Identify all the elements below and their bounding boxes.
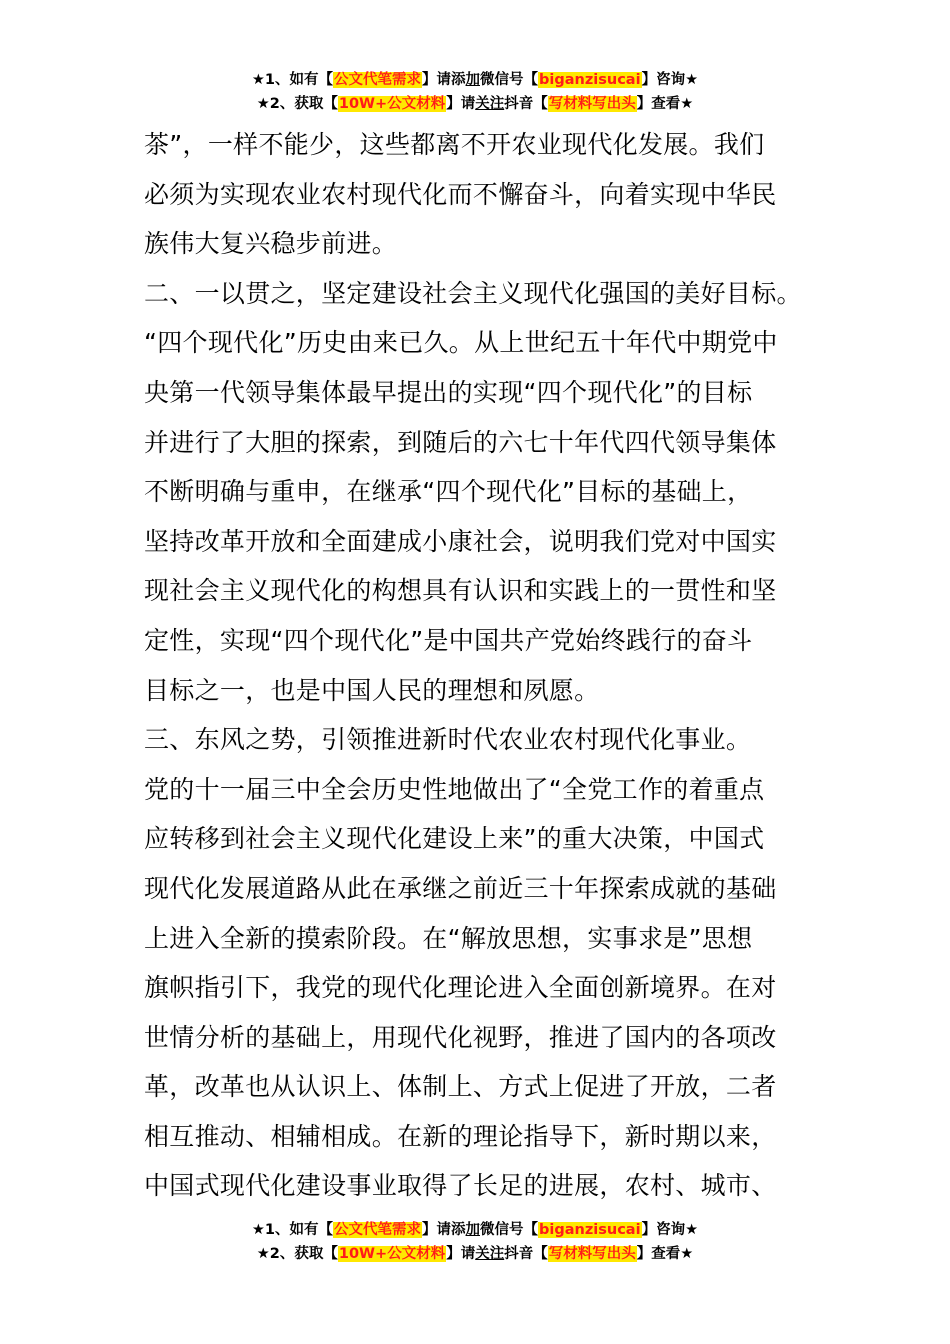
- text-line: 中国式现代化建设事业取得了长足的进展，农村、城市、: [144, 1171, 777, 1201]
- footer-banner: [0, 1218, 950, 1266]
- text-line: 茶”，一样不能少，这些都离不开农业现代化发展。我们: [144, 130, 765, 159]
- text-line: 并进行了大胆的探索，到随后的六七十年代四代领导集体: [144, 427, 777, 457]
- banner-line-2: [0, 1242, 950, 1266]
- banner-line-1: [0, 1218, 950, 1242]
- banner-underlined-text: 关注: [475, 96, 505, 112]
- banner-highlight: 10W+公文材料: [338, 1246, 446, 1262]
- banner-underlined-text: 加: [465, 72, 481, 88]
- text-line: 相互推动、相辅相成。在新的理论指导下，新时期以来，: [144, 1121, 777, 1151]
- banner-text: 】请添: [422, 72, 466, 88]
- text-line: 必须为实现农业农村现代化而不懈奋斗，向着实现中华民: [144, 179, 777, 209]
- banner-highlight: 公文代笔需求: [334, 1222, 422, 1238]
- text-line: 现社会主义现代化的构想具有认识和实践上的一贯性和坚: [144, 576, 777, 606]
- banner-text: 抖音【: [504, 96, 548, 112]
- text-line: 不断明确与重申，在继承“四个现代化”目标的基础上，: [144, 477, 753, 507]
- text-line: 世情分析的基础上，用现代化视野，推进了国内的各项改: [144, 1022, 777, 1052]
- banner-line-2: [0, 92, 950, 116]
- text-line: 现代化发展道路从此在承继之前近三十年探索成就的基础: [144, 873, 777, 903]
- banner-text: ★1、如有【: [251, 72, 334, 88]
- banner-highlight: 公文代笔需求: [334, 72, 422, 88]
- section-heading: 三、东风之势，引领推进新时代农业农村现代化事业。: [144, 725, 752, 755]
- text-line: “四个现代化”历史由来已久。从上世纪五十年代中期党中: [144, 328, 778, 358]
- banner-text: 】咨询★: [641, 1222, 699, 1238]
- banner-text: 】咨询★: [641, 72, 699, 88]
- banner-highlight-wechat-id: biganzisucai: [539, 72, 641, 88]
- header-banner: [0, 68, 950, 116]
- banner-text: 抖音【: [504, 1246, 548, 1262]
- text-line: 应转移到社会主义现代化建设上来”的重大决策，中国式: [144, 824, 765, 854]
- banner-highlight-douyin: 写材料写出头: [548, 96, 636, 112]
- banner-highlight-douyin: 写材料写出头: [548, 1246, 636, 1262]
- section-heading: 二、一以贯之，坚定建设社会主义现代化强国的美好目标。: [144, 278, 802, 308]
- text-line: 坚持改革开放和全面建成小康社会，说明我们党对中国实: [144, 526, 777, 556]
- text-line: 定性，实现“四个现代化”是中国共产党始终践行的奋斗: [144, 625, 753, 655]
- banner-underlined-text: 加: [465, 1222, 481, 1238]
- document-body: [144, 120, 814, 1211]
- banner-text: 】请添: [422, 1222, 466, 1238]
- banner-text: 】请: [446, 96, 476, 112]
- text-line: 央第一代领导集体最早提出的实现“四个现代化”的目标: [144, 377, 753, 407]
- banner-text: 】请: [446, 1246, 476, 1262]
- banner-text: ★1、如有【: [251, 1222, 334, 1238]
- text-line: 上进入全新的摸索阶段。在“解放思想，实事求是”思想: [144, 923, 753, 953]
- text-line: 党的十一届三中全会历史性地做出了“全党工作的着重点: [144, 774, 765, 804]
- banner-text: 微信号【: [480, 1222, 539, 1238]
- banner-text: 】查看★: [636, 96, 694, 112]
- text-line: 革，改革也从认识上、体制上、方式上促进了开放，二者: [144, 1072, 777, 1102]
- banner-highlight-wechat-id: biganzisucai: [539, 1222, 641, 1238]
- text-line: 旗帜指引下，我党的现代化理论进入全面创新境界。在对: [144, 973, 777, 1003]
- banner-text: 微信号【: [480, 72, 539, 88]
- banner-text: 】查看★: [636, 1246, 694, 1262]
- banner-text: ★2、获取【: [256, 96, 338, 112]
- banner-line-1: [0, 68, 950, 92]
- text-line: 族伟大复兴稳步前进。: [144, 229, 398, 259]
- banner-underlined-text: 关注: [475, 1246, 505, 1262]
- text-line: 目标之一，也是中国人民的理想和夙愿。: [144, 675, 600, 705]
- banner-highlight: 10W+公文材料: [338, 96, 446, 112]
- banner-text: ★2、获取【: [256, 1246, 338, 1262]
